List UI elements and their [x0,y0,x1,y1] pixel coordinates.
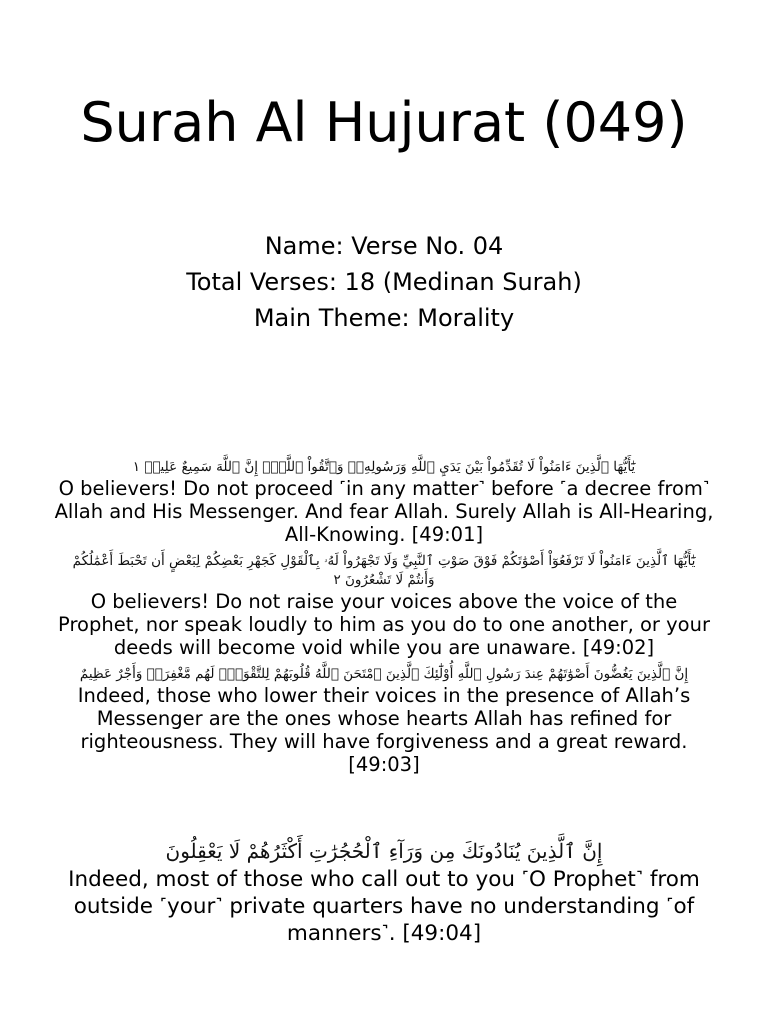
meta-total-verses: Total Verses: 18 (Medinan Surah) [186,268,582,296]
verse-translation: O believers! Do not raise your voices above the voice of the Prophet, nor speak loudly to him as you do to one another, or your deeds will become void while you are unaware. [49:02] [58,590,710,659]
verse-translation: Indeed, most of those who call out to you ˹O Prophet˺ from outside ˹your˺ private quarters have no understanding ˹of manners˺. [49:04] [68,867,700,946]
verse-list [0,458,768,947]
surah-meta [0,228,768,336]
page-title: Surah Al Hujurat (049) [80,91,688,154]
meta-main-theme: Main Theme: Morality [253,304,515,332]
verse-arabic: إِنَّ ٱلَّذِينَ يُنَادُونَكَ مِن وَرَآءِ ٱلْحُجُرَٰتِ أَكْثَرُهُمْ لَا يَعْقِلُونَ [165,839,603,863]
verse-arabic: يَٰٓأَيُّهَا ٱلَّذِينَ ءَامَنُواْ لَا تُقَدِّمُواْ بَيْنَ يَدَيِ ٱللَّهِ وَرَسُولِهِۦۖ وَٱتَّقُواْ ٱللَّهَۚ إِنَّ ٱللَّهَ سَمِيعٌ عَلِيمٞ ١ [132,459,636,475]
meta-name: Name: Verse No. 04 [264,232,504,260]
verse-49-03 [0,665,768,776]
verse-translation: O believers! Do not proceed ˹in any matter˺ before ˹a decree from˺ Allah and His Messenger. And fear Allah. Surely Allah is All-Hearing, All-Knowing. [49:01] [54,477,714,546]
verse-49-02 [0,552,768,659]
verse-translation: Indeed, those who lower their voices in the presence of Allah’s Messenger are the ones whose hearts Allah has refined for righteousness. They will have forgiveness and a great reward. [49:03] [77,684,691,776]
verse-49-04 [0,836,768,947]
verse-arabic: إِنَّ ٱلَّذِينَ يَغُضُّونَ أَصْوَٰتَهُمْ عِندَ رَسُولِ ٱللَّهِ أُوْلَٰٓئِكَ ٱلَّذِينَ ٱمْتَحَنَ ٱللَّهُ قُلُوبَهُمْ لِلتَّقْوَىٰۚ لَهُم مَّغْفِرَةٞ وَأَجْرٌ عَظِيمٌ [79,666,689,682]
verse-49-01 [0,458,768,546]
verse-arabic: يَٰٓأَيُّهَا ٱلَّذِينَ ءَامَنُواْ لَا تَرْفَعُوٓاْ أَصْوَٰتَكُمْ فَوْقَ صَوْتِ ٱلنَّبِيِّ وَلَا تَجْهَرُواْ لَهُۥ بِٱلْقَوْلِ كَجَهْرِ بَعْضِكُمْ لِبَعْضٍ أَن تَحْبَطَ أَعْمَٰلُكُمْ وَأَنتُمْ لَا تَشْعُرُونَ ٢ [72,553,696,588]
